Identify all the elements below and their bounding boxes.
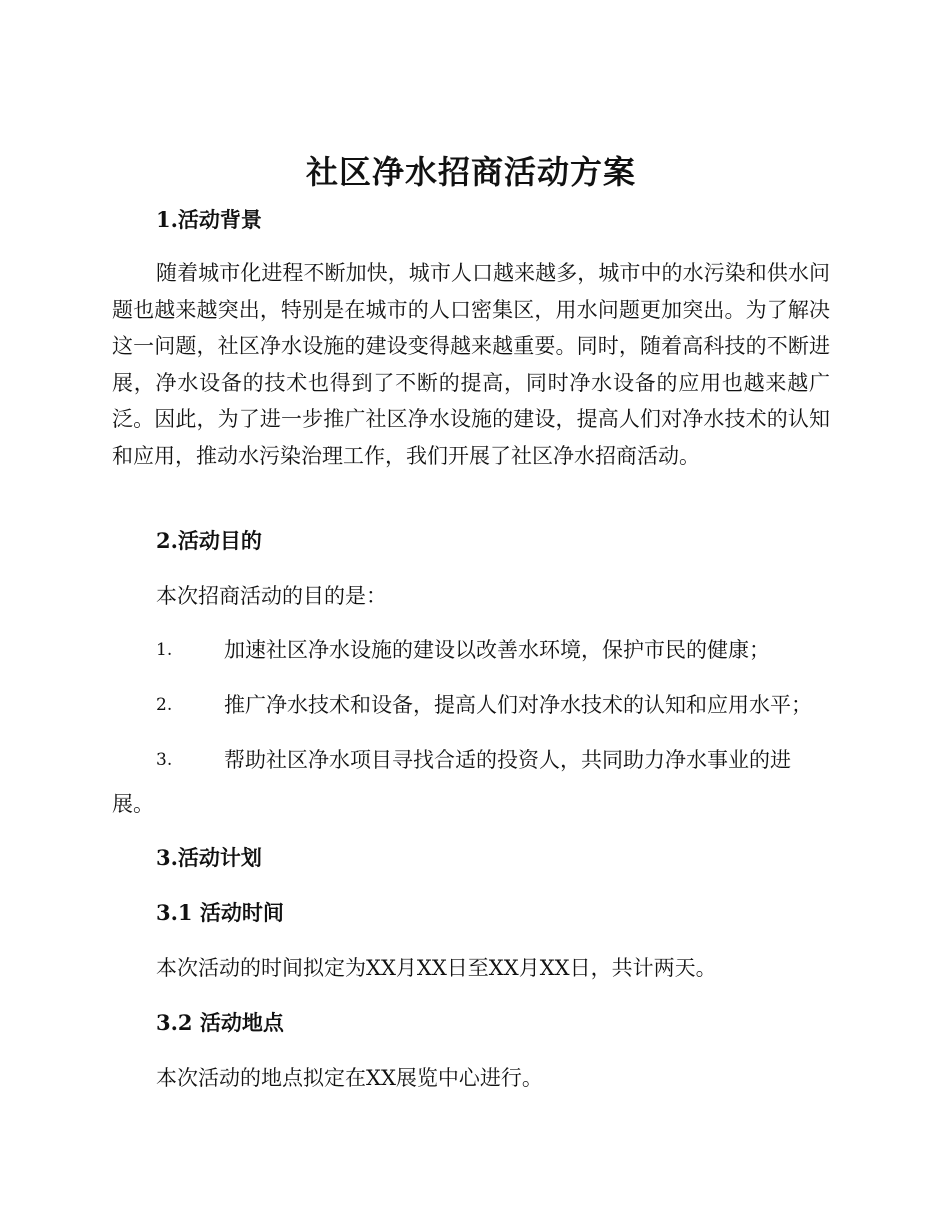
document-title: 社区净水招商活动方案 [305,153,636,191]
purpose-intro: 本次招商活动的目的是： [156,584,387,608]
paragraph-background: 随着城市化进程不断加快，城市人口越来越多，城市中的水污染和供水问题也越来越突出，特别是在城市的人口密集区，用水问题更加突出。为了解决这一问题，社区净水设施的建设变得越来越重要。同时，随着高科技的不断进展，净水设备的技术也得到了不断的提高，同时净水设备的应用也越来越广泛。因此，为了进一步推广社区净水设施的建设，提高人们对净水技术的认知和应用，推动水污染治理工作，我们开展了社区净水招商活动。 [112,261,830,468]
list-item [112,683,830,727]
list-item-number: 2. [156,695,173,715]
list-item-number: 1. [156,640,173,660]
list-item-text: 帮助社区净水项目寻找合适的投资人，共同助力净水事业的进展。 [112,748,791,816]
list-item-text: 推广净水技术和设备，提高人们对净水技术的认知和应用水平； [224,693,812,717]
list-item-text: 加速社区净水设施的建设以改善水环境，保护市民的健康； [224,638,770,662]
heading-purpose: 2.活动目的 [156,528,262,553]
heading-plan: 3.活动计划 [156,845,262,870]
heading-plan-time: 3.1 活动时间 [156,900,284,925]
heading-background: 1.活动背景 [156,207,262,232]
list-item [112,628,830,672]
plan-location-text: 本次活动的地点拟定在XX展览中心进行。 [156,1066,543,1090]
list-item [112,738,830,826]
plan-time-text: 本次活动的时间拟定为XX月XX日至XX月XX日，共计两天。 [156,956,717,980]
document-page [112,0,830,1230]
heading-plan-location: 3.2 活动地点 [156,1010,284,1035]
list-item-number: 3. [156,750,173,770]
